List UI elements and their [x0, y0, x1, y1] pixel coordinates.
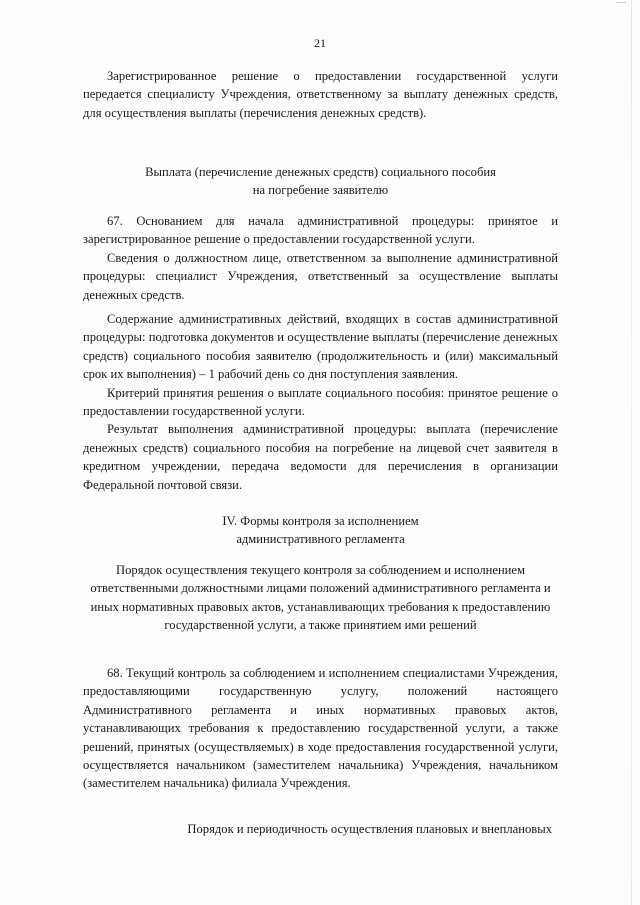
paragraph-67-result: Результат выполнения административной процедуры: выплата (перечисление денежных средств) социального пособия на погребение на лицевой счет заявителя в кредитном учреждении, передача ведомости для перечисления в организации Федеральной почтовой связи. [83, 422, 558, 492]
heading-block-current-control [83, 561, 558, 635]
heading-block-section-iv [83, 512, 558, 549]
scan-edge-line [631, 0, 632, 905]
paragraph-67-criterion: Критерий принятия решения о выплате социального пособия: принятое решение о предоставлении государственной услуги. [83, 385, 558, 419]
paragraph-block-68 [83, 664, 558, 793]
heading-section-iv: IV. Формы контроля за исполнением административного регламента [222, 514, 419, 547]
heading-block-periodicity [83, 820, 558, 838]
paragraph-registered-decision: Зарегистрированное решение о предоставлении государственной услуги передается специалисту Учреждения, ответственному за выплату денежных средств, для осуществления выплаты (перечисления денежных средств). [83, 69, 558, 120]
paragraph-67-basis: 67. Основанием для начала административной процедуры: принятое и зарегистрированное решение о предоставлении государственной услуги. [83, 214, 558, 247]
page-number: 21 [314, 36, 326, 50]
paragraph-68-control: 68. Текущий контроль за соблюдением и исполнением специалистами Учреждения, предоставляющими государственную услугу, положений настоящего Административного регламента и иных нормативных правовых актов, устанавливающих требования к предоставлению государственной услуги, а также решений, принятых (осуществляемых) в ходе предоставления государственной услуги, осуществляется начальником (заместителем начальника) Учреждения, начальником (заместителем начальника) филиала Учреждения. [83, 666, 558, 791]
heading-block-payment [83, 163, 558, 200]
scan-corner-mark [616, 2, 626, 9]
paragraph-67-official: Сведения о должностном лице, ответственном за выполнение административной процедуры: специалист Учреждения, ответственный за осуществление выплаты денежных средств. [83, 250, 558, 302]
heading-periodicity: Порядок и периодичность осуществления плановых и внеплановых [187, 822, 552, 836]
heading-payment: Выплата (перечисление денежных средств) социального пособия на погребение заявителю [145, 165, 496, 198]
heading-current-control: Порядок осуществления текущего контроля за соблюдением и исполнением ответственными должностными лицами положений административного регламента и иных нормативных правовых актов, устанавливающих требования к предоставлению государственной услуги, а также принятием ими решений [90, 563, 551, 633]
paragraph-block-registered [83, 67, 558, 122]
paragraph-block-67 [83, 212, 558, 494]
paragraph-67-content: Содержание административных действий, входящих в состав административной процедуры: подготовка документов и осуществление выплаты (перечисление денежных средств) социального пособия заявителю (продолжительность и (или) максимальный срок их выполнения) – 1 рабочий день со дня поступления заявления. [83, 312, 558, 382]
